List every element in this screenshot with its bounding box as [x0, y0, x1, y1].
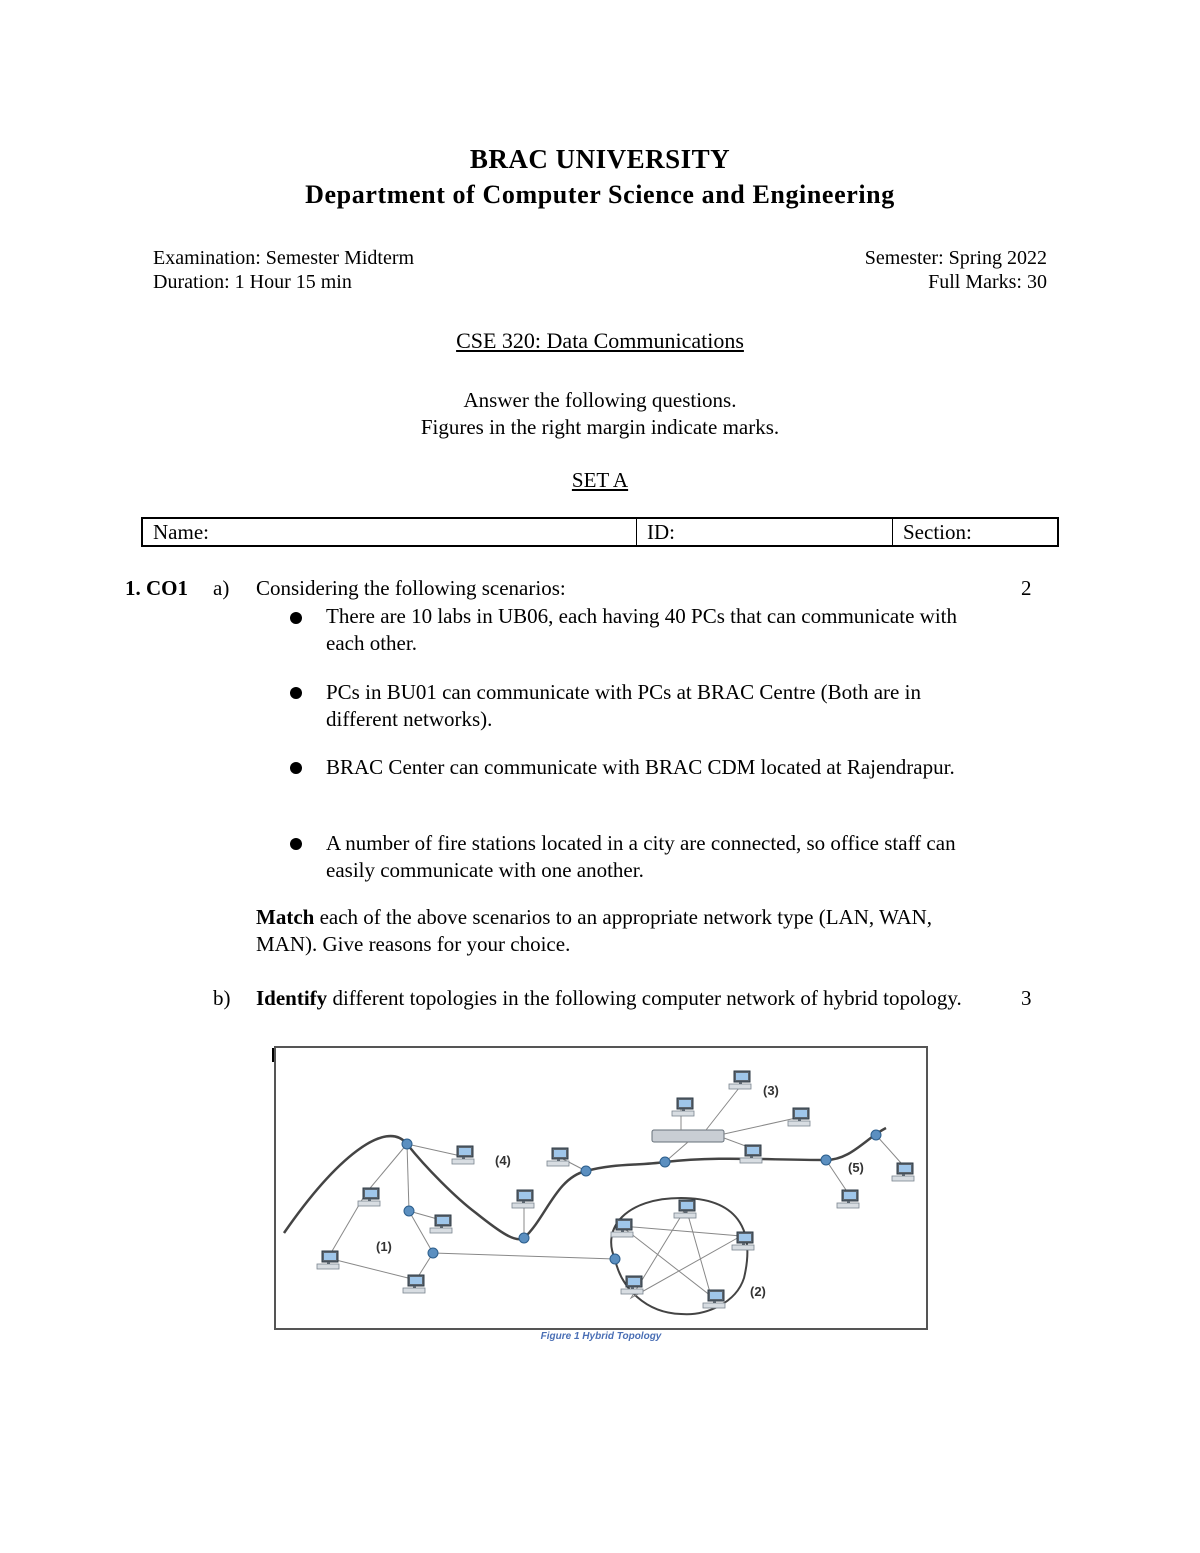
part-a-marks: 2	[1021, 576, 1032, 600]
network-nodes	[402, 1130, 881, 1264]
university-title: BRAC UNIVERSITY	[469, 144, 731, 174]
examination-info: Examination: Semester Midterm	[153, 247, 415, 269]
course-title: CSE 320: Data Communications	[456, 328, 744, 353]
scenario-item: PCs in BU01 can communicate with PCs at BRAC Centre (Both are in different networks).	[326, 680, 921, 731]
bullet-dot	[290, 687, 302, 699]
department-title: Department of Computer Science and Engineering	[305, 180, 895, 209]
switch-icon	[652, 1130, 724, 1142]
part-b-label: b)	[213, 986, 231, 1010]
match-keyword: Match	[256, 905, 315, 929]
identify-keyword: Identify	[256, 986, 328, 1010]
student-info-table	[141, 517, 1059, 547]
bullet-dot	[290, 612, 302, 624]
scenario-item: BRAC Center can communicate with BRAC CDM located at Rajendrapur.	[326, 755, 955, 779]
name-field[interactable]: Name:	[143, 519, 637, 545]
figure-caption: Figure 1 Hybrid Topology	[540, 1331, 662, 1342]
match-instruction	[256, 904, 976, 958]
label-1: (1)	[376, 1239, 392, 1254]
id-field[interactable]: ID:	[637, 519, 893, 545]
full-marks-info: Full Marks: 30	[928, 271, 1047, 293]
instruction-line-2: Figures in the right margin indicate marks.	[420, 415, 780, 439]
part-a-prompt: Considering the following scenarios:	[256, 576, 566, 600]
label-4: (4)	[495, 1153, 511, 1168]
match-text: each of the above scenarios to an appropriate network type (LAN, WAN, MAN). Give reasons for your choice.	[256, 905, 933, 956]
label-3: (3)	[763, 1083, 779, 1098]
semester-info: Semester: Spring 2022	[864, 247, 1047, 269]
scenario-item: There are 10 labs in UB06, each having 40 PCs that can communicate with each other.	[326, 604, 957, 655]
question-number: 1. CO1	[125, 576, 188, 600]
section-field[interactable]: Section:	[903, 520, 972, 544]
part-b-prompt	[256, 985, 976, 1012]
instruction-line-1: Answer the following questions.	[463, 388, 737, 412]
part-a-label: a)	[213, 576, 230, 600]
scenario-item: A number of fire stations located in a city are connected, so office staff can easily communicate with one another.	[326, 831, 956, 882]
tree-links	[328, 1144, 615, 1280]
hybrid-topology-figure	[274, 1046, 928, 1330]
bullet-dot	[290, 762, 302, 774]
computer-icons	[317, 1071, 914, 1308]
bullet-dot	[290, 838, 302, 850]
topology-diagram	[276, 1048, 926, 1328]
part-b-text: different topologies in the following computer network of hybrid topology.	[327, 986, 962, 1010]
label-2: (2)	[750, 1284, 766, 1299]
part-b-marks: 3	[1021, 986, 1032, 1010]
label-5: (5)	[848, 1160, 864, 1175]
duration-info: Duration: 1 Hour 15 min	[153, 271, 352, 293]
set-label: SET A	[571, 468, 629, 492]
